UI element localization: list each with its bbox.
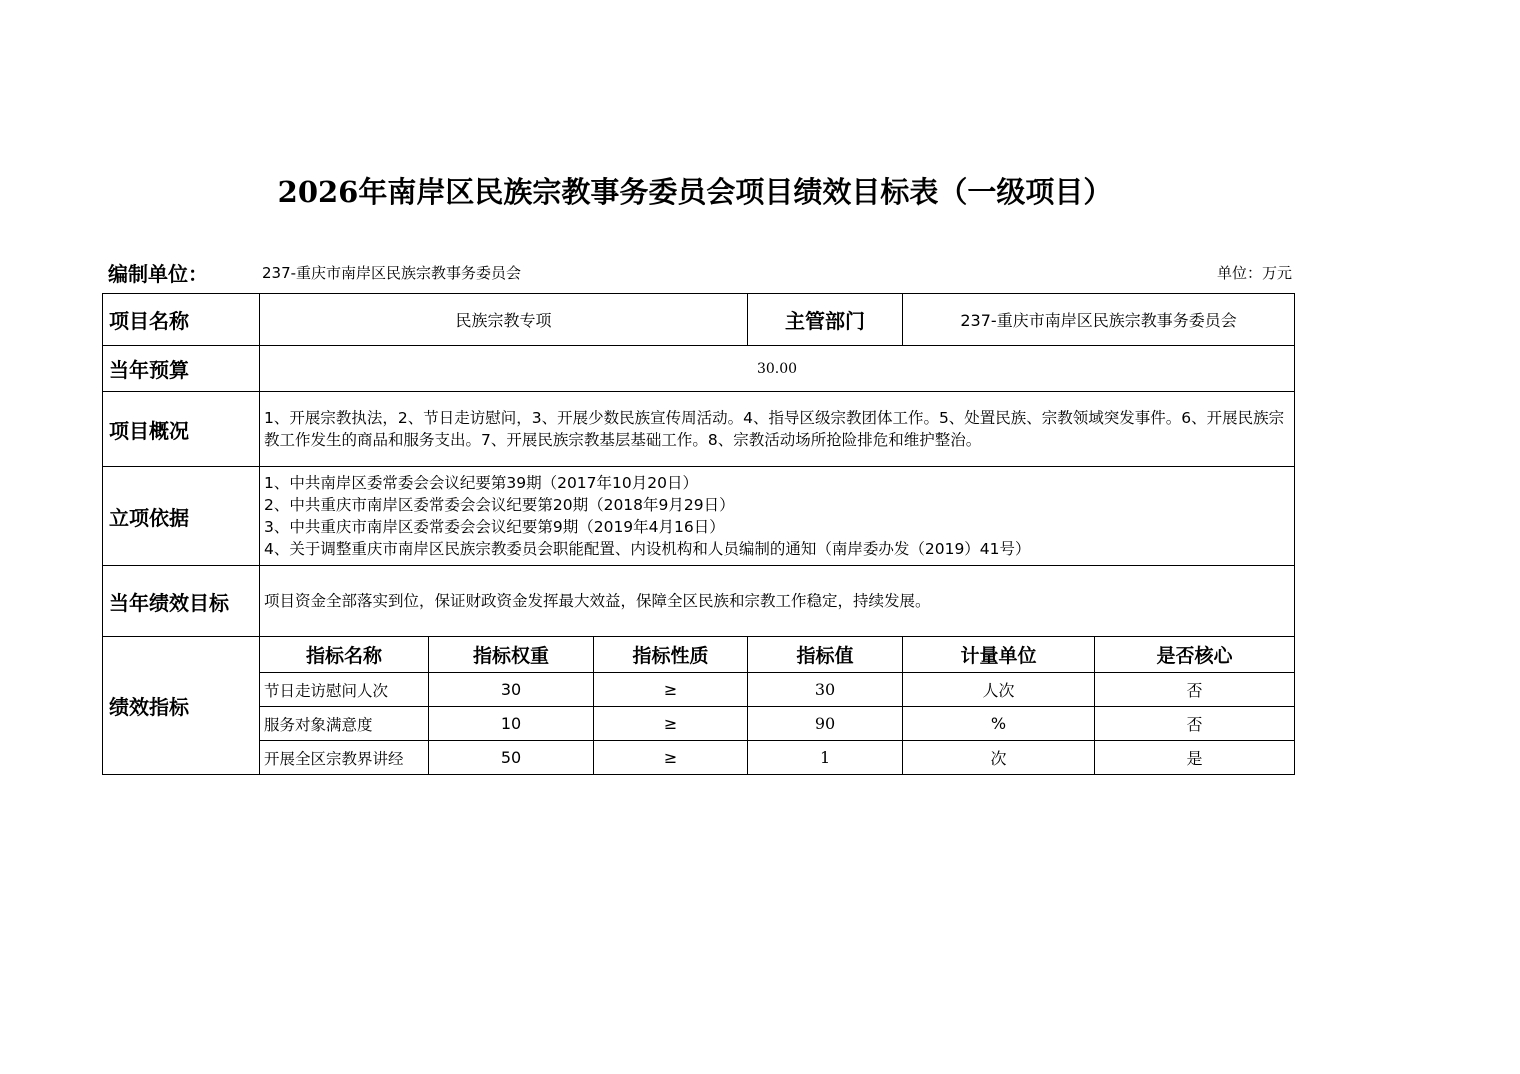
header-indicator-weight: 指标权重: [429, 637, 594, 673]
org-value: 237-重庆市南岸区民族宗教事务委员会: [262, 264, 522, 282]
goal-value: 项目资金全部落实到位，保证财政资金发挥最大效益，保障全区民族和宗教工作稳定，持续发展。: [260, 566, 1295, 637]
indicator-value: 90: [748, 707, 903, 741]
performance-table: [102, 293, 1295, 775]
budget-label: 当年预算: [103, 346, 260, 392]
indicator-nature: ≥: [594, 707, 748, 741]
row-overview: [103, 392, 1295, 467]
indicator-core: 否: [1095, 673, 1295, 707]
header-is-core: 是否核心: [1095, 637, 1295, 673]
table-row: [103, 741, 1295, 775]
project-name-label: 项目名称: [103, 294, 260, 346]
basis-label: 立项依据: [103, 467, 260, 566]
indicator-core: 否: [1095, 707, 1295, 741]
row-goal: [103, 566, 1295, 637]
indicator-core: 是: [1095, 741, 1295, 775]
basis-line: 1、中共南岸区委常委会会议纪要第39期（2017年10月20日）: [264, 474, 698, 492]
row-budget: [103, 346, 1295, 392]
basis-line: 3、中共重庆市南岸区委常委会会议纪要第9期（2019年4月16日）: [264, 518, 725, 536]
dept-value: 237-重庆市南岸区民族宗教事务委员会: [903, 294, 1295, 346]
dept-label: 主管部门: [748, 294, 903, 346]
header-indicator-name: 指标名称: [260, 637, 429, 673]
indicator-name: 服务对象满意度: [260, 707, 429, 741]
indicator-nature: ≥: [594, 673, 748, 707]
header-indicator-nature: 指标性质: [594, 637, 748, 673]
indicator-header-row: [103, 637, 1295, 673]
page-title: 2026年南岸区民族宗教事务委员会项目绩效目标表（一级项目）: [277, 175, 1113, 209]
row-basis: [103, 467, 1295, 566]
indicator-unit: 次: [903, 741, 1095, 775]
org-label: 编制单位：: [108, 262, 208, 286]
basis-line: 4、关于调整重庆市南岸区民族宗教委员会职能配置、内设机构和人员编制的通知（南岸委办发（2019）41号）: [264, 540, 1031, 558]
overview-value: 1、开展宗教执法，2、节日走访慰问，3、开展少数民族宣传周活动。4、指导区级宗教团体工作。5、处置民族、宗教领域突发事件。6、开展民族宗教工作发生的商品和服务支出。7、开展民族宗教基层基础工作。8、宗教活动场所抢险排危和维护整治。: [260, 392, 1295, 467]
indicator-name: 开展全区宗教界讲经: [260, 741, 429, 775]
indicator-nature: ≥: [594, 741, 748, 775]
table-row: [103, 707, 1295, 741]
basis-line: 2、中共重庆市南岸区委常委会会议纪要第20期（2018年9月29日）: [264, 496, 735, 514]
indicator-name: 节日走访慰问人次: [260, 673, 429, 707]
overview-label: 项目概况: [103, 392, 260, 467]
unit-label: 单位：万元: [1216, 264, 1292, 282]
indicator-unit: %: [903, 707, 1095, 741]
table-row: [103, 673, 1295, 707]
indicator-unit: 人次: [903, 673, 1095, 707]
indicator-value: 30: [748, 673, 903, 707]
header-indicator-value: 指标值: [748, 637, 903, 673]
indicator-label: 绩效指标: [103, 637, 260, 775]
indicator-value: 1: [748, 741, 903, 775]
goal-label: 当年绩效目标: [103, 566, 260, 637]
indicator-weight: 10: [429, 707, 594, 741]
indicator-weight: 50: [429, 741, 594, 775]
header-measure-unit: 计量单位: [903, 637, 1095, 673]
budget-value: 30.00: [260, 346, 1295, 392]
indicator-weight: 30: [429, 673, 594, 707]
basis-value: [260, 467, 1295, 566]
row-project-name: [103, 294, 1295, 346]
project-name-value: 民族宗教专项: [260, 294, 748, 346]
